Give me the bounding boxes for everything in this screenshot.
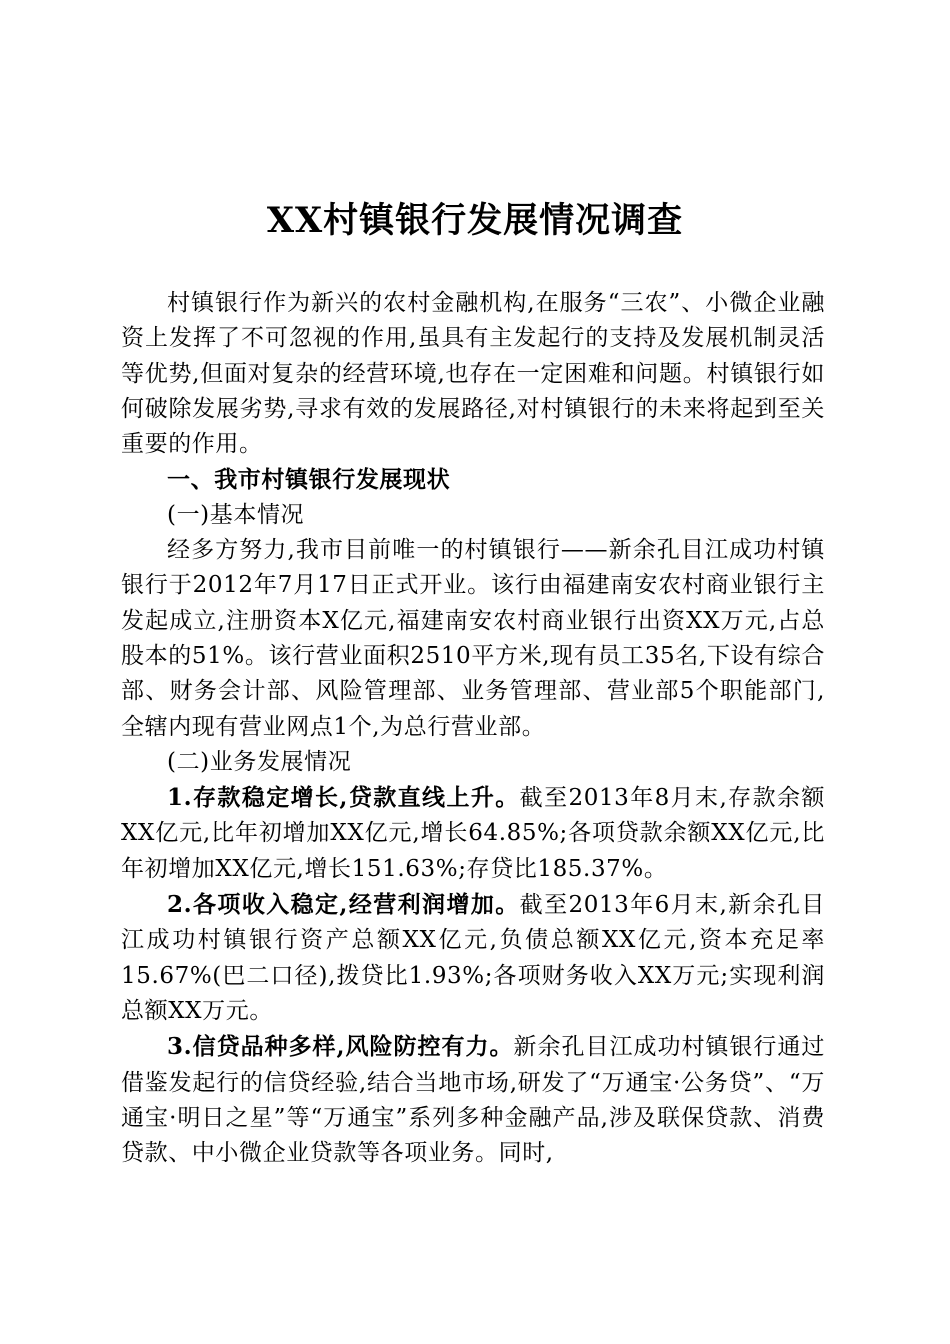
section-heading-1: 一、我市村镇银行发展现状 [167,466,451,494]
document-body [121,286,825,1171]
item-1-text: 截至2013年8月末,存款余额XX亿元,比年初增加XX亿元,增长64.85%;各项贷款余额XX亿元,比年初增加XX亿元,增长151.63%;存贷比185.37%。 [121,785,825,882]
subsection-heading-business: (二)业务发展情况 [167,748,352,775]
item-3-text: 新余孔目江成功村镇银行通过借鉴发起行的信贷经验,结合当地市场,研发了“万通宝·公务贷”、“万通宝·明日之星”等“万通宝”系列多种金融产品,涉及联保贷款、消费贷款、中小微企业贷款等各项业务。同时, [121,1034,825,1167]
subsection-heading-basic: (一)基本情况 [167,501,305,528]
item-3-lead: 3.信贷品种多样,风险防控有力。 [167,1033,514,1061]
item-1-lead: 1.存款稳定增长,贷款直线上升。 [167,784,520,812]
item-2-paragraph [121,887,825,1029]
item-2-text: 截至2013年6月末,新余孔目江成功村镇银行资产总额XX亿元,负债总额XX亿元,资本充足率15.67%(巴二口径),拨贷比1.93%;各项财务收入XX万元;实现利润总额XX万元。 [121,892,825,1024]
intro-paragraph: 村镇银行作为新兴的农村金融机构,在服务“三农”、小微企业融资上发挥了不可忽视的作用,虽具有主发起行的支持及发展机制灵活等优势,但面对复杂的经营环境,也存在一定困难和问题。村镇银行如何破除发展劣势,寻求有效的发展路径,对村镇银行的未来将起到至关重要的作用。 [121,290,825,458]
document-title: XX村镇银行发展情况调查 [266,200,684,241]
item-2-lead: 2.各项收入稳定,经营利润增加。 [167,891,520,919]
item-3-paragraph [121,1029,825,1171]
basic-info-paragraph: 经多方努力,我市目前唯一的村镇银行——新余孔目江成功村镇银行于2012年7月17日正式开业。该行由福建南安农村商业银行主发起成立,注册资本X亿元,福建南安农村商业银行出资XX万元,占总股本的51%。该行营业面积2510平方米,现有员工35名,下设有综合部、财务会计部、风险管理部、业务管理部、营业部5个职能部门,全辖内现有营业网点1个,为总行营业部。 [121,537,825,740]
item-1-paragraph [121,780,825,887]
